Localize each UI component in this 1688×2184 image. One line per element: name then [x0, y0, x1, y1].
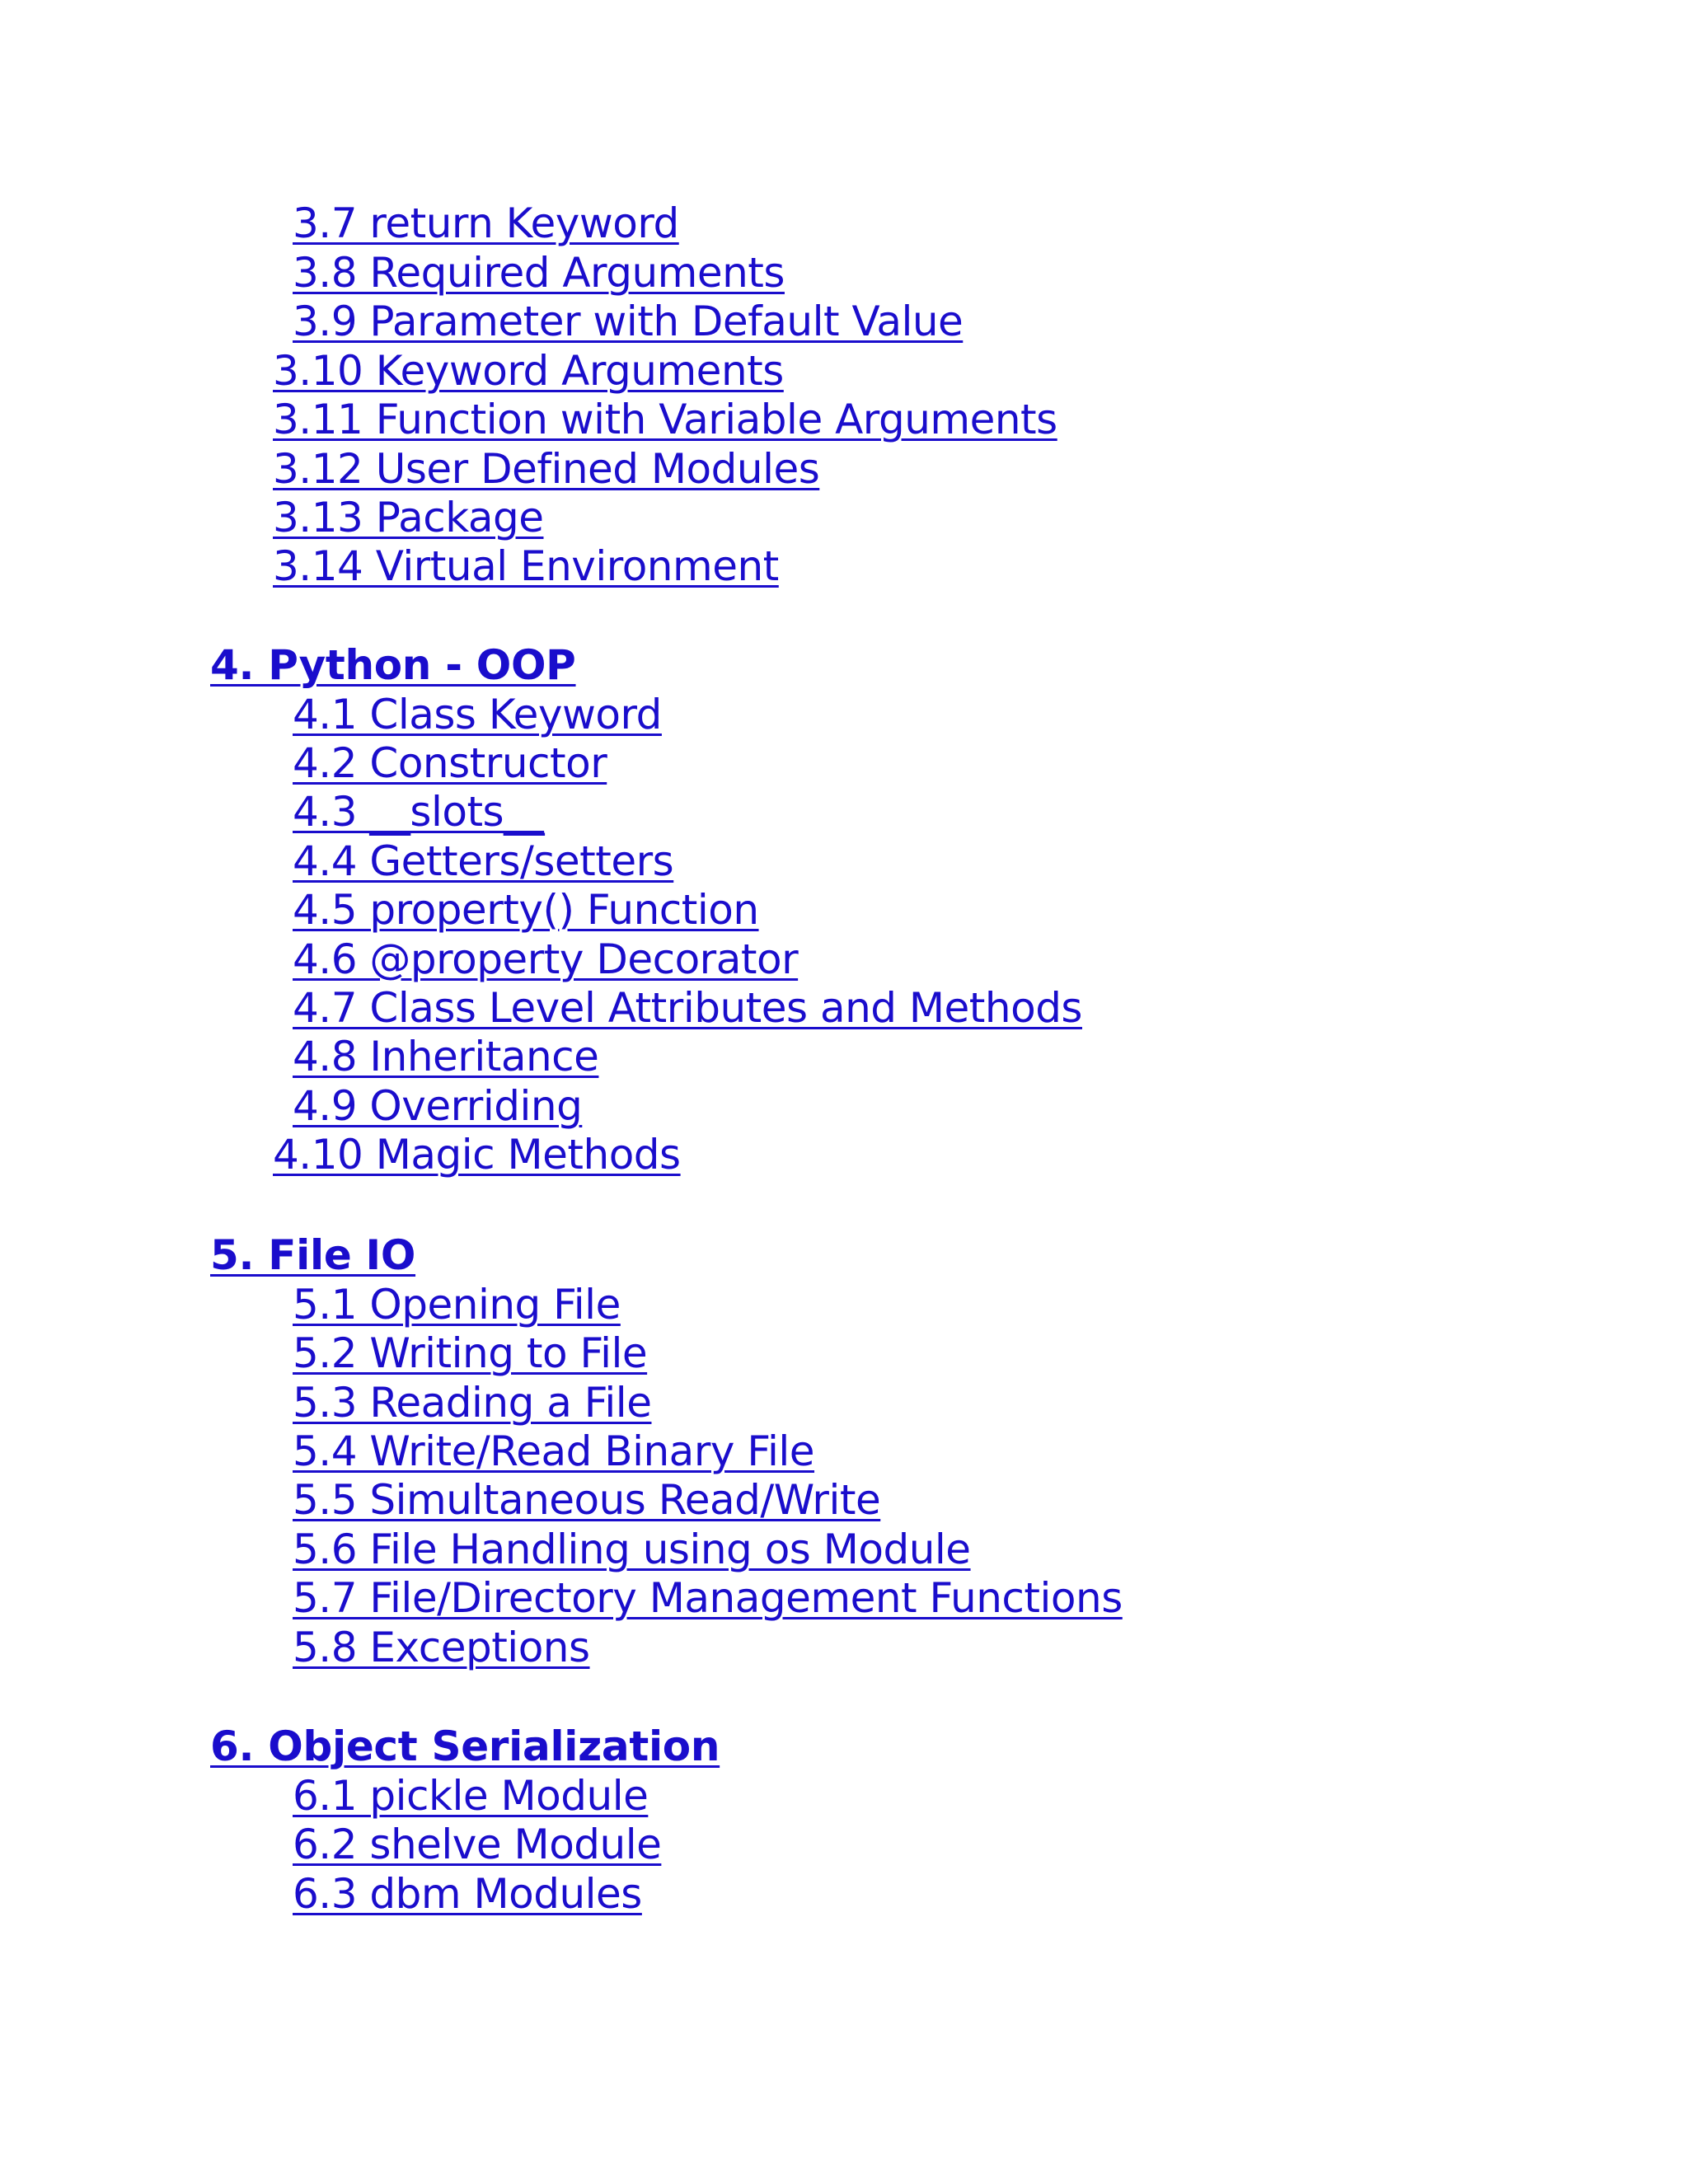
toc-link-4-10[interactable]: 4.10 Magic Methods [273, 1131, 681, 1179]
toc-link-5-6[interactable]: 5.6 File Handling using os Module [293, 1526, 971, 1573]
toc-link-3-13[interactable]: 3.13 Package [273, 494, 544, 541]
toc-link-4-1[interactable]: 4.1 Class Keyword [293, 691, 662, 738]
toc-link-5-3[interactable]: 5.3 Reading a File [293, 1379, 652, 1427]
toc-link-3-8[interactable]: 3.8 Required Arguments [293, 249, 785, 297]
toc-link-5-8[interactable]: 5.8 Exceptions [293, 1624, 590, 1671]
toc-link-3-7[interactable]: 3.7 return Keyword [293, 199, 679, 247]
toc-link-5-5[interactable]: 5.5 Simultaneous Read/Write [293, 1476, 881, 1524]
toc-link-4-9[interactable]: 4.9 Overriding [293, 1082, 583, 1130]
toc-link-5-7[interactable]: 5.7 File/Directory Management Functions [293, 1574, 1123, 1622]
toc-link-6-1[interactable]: 6.1 pickle Module [293, 1772, 649, 1820]
toc-link-4-5[interactable]: 4.5 property() Function [293, 886, 759, 934]
toc-link-5-2[interactable]: 5.2 Writing to File [293, 1329, 648, 1377]
toc-link-3-12[interactable]: 3.12 User Defined Modules [273, 445, 820, 493]
toc-link-4-2[interactable]: 4.2 Constructor [293, 739, 607, 787]
toc-link-4-7[interactable]: 4.7 Class Level Attributes and Methods [293, 984, 1082, 1032]
toc-link-4-3[interactable]: 4.3 __slots__ [293, 788, 545, 836]
toc-link-3-10[interactable]: 3.10 Keyword Arguments [273, 347, 784, 395]
toc-link-6-2[interactable]: 6.2 shelve Module [293, 1821, 662, 1868]
toc-link-4-4[interactable]: 4.4 Getters/setters [293, 837, 674, 885]
toc-heading-6[interactable]: 6. Object Serialization [210, 1722, 720, 1770]
toc-link-5-4[interactable]: 5.4 Write/Read Binary File [293, 1427, 815, 1475]
toc-link-3-9[interactable]: 3.9 Parameter with Default Value [293, 298, 964, 345]
toc-link-3-11[interactable]: 3.11 Function with Variable Arguments [273, 396, 1057, 443]
toc-link-4-6[interactable]: 4.6 @property Decorator [293, 935, 799, 983]
toc-link-6-3[interactable]: 6.3 dbm Modules [293, 1870, 642, 1918]
toc-link-5-1[interactable]: 5.1 Opening File [293, 1281, 621, 1329]
toc-heading-4[interactable]: 4. Python - OOP [210, 641, 576, 689]
toc-link-4-8[interactable]: 4.8 Inheritance [293, 1033, 599, 1080]
toc-link-3-14[interactable]: 3.14 Virtual Environment [273, 542, 779, 590]
toc-heading-5[interactable]: 5. File IO [210, 1231, 416, 1279]
